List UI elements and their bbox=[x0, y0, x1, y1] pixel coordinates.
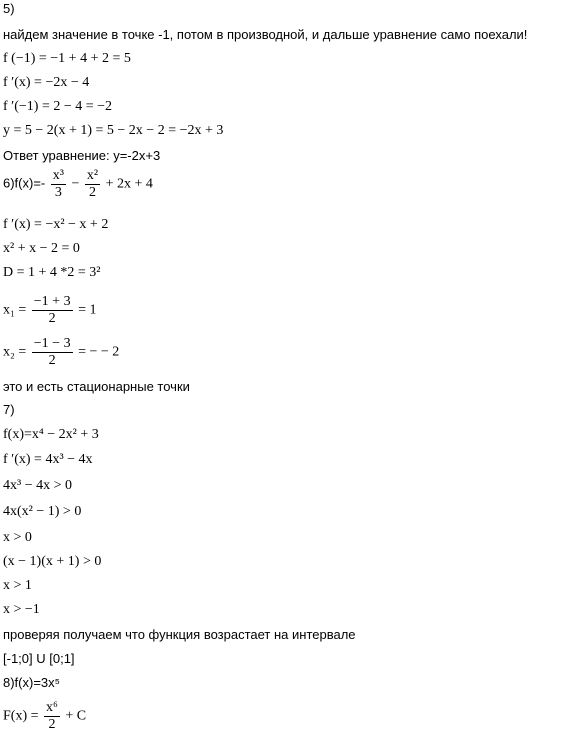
fraction-denominator: 2 bbox=[48, 353, 56, 368]
task-7-label: 7) bbox=[3, 402, 15, 417]
fraction-denominator: 3 bbox=[54, 185, 62, 200]
derivative-line: f ′(x) = −x² − x + 2 bbox=[3, 217, 109, 232]
operator: − bbox=[71, 176, 80, 192]
equation-line: f (−1) = −1 + 4 + 2 = 5 bbox=[3, 51, 131, 66]
answer-line: Ответ уравнение: y=-2x+3 bbox=[3, 148, 161, 163]
task-6-function bbox=[3, 168, 153, 201]
inequality-line: 4x³ − 4x > 0 bbox=[3, 478, 72, 493]
fraction bbox=[51, 168, 66, 201]
task-5-intro: найдем значение в точке -1, потом в производной, и дальше уравнение само поехали! bbox=[3, 27, 528, 42]
quadratic-equation: x² + x − 2 = 0 bbox=[3, 241, 80, 256]
fraction bbox=[44, 700, 60, 733]
interval-answer: [-1;0] U [0;1] bbox=[3, 651, 75, 666]
root-label: x₂ = bbox=[3, 344, 27, 360]
fraction-denominator: 2 bbox=[88, 185, 96, 200]
root-x2-line bbox=[3, 336, 119, 369]
fraction bbox=[32, 336, 73, 369]
task-7-function: f(x)=x⁴ − 2x² + 3 bbox=[3, 427, 99, 442]
conclusion-text: проверяя получаем что функция возрастает на интервале bbox=[3, 627, 356, 642]
inequality-line: x > 0 bbox=[3, 530, 32, 545]
antiderivative-label: F(x) = bbox=[3, 708, 39, 724]
inequality-line: (x − 1)(x + 1) > 0 bbox=[3, 554, 102, 569]
fraction-denominator: 2 bbox=[48, 717, 56, 732]
fraction-denominator: 2 bbox=[48, 311, 56, 326]
tangent-line-equation: y = 5 − 2(x + 1) = 5 − 2x − 2 = −2x + 3 bbox=[3, 123, 224, 138]
derivative-line: f ′(x) = 4x³ − 4x bbox=[3, 452, 93, 467]
inequality-line: x > 1 bbox=[3, 578, 32, 593]
stationary-points-note: это и есть стационарные точки bbox=[3, 379, 190, 394]
fraction-numerator: x³ bbox=[52, 168, 64, 183]
task-5-label: 5) bbox=[3, 1, 15, 16]
inequality-line: x > −1 bbox=[3, 602, 40, 617]
fraction bbox=[85, 168, 100, 201]
fraction-numerator: x² bbox=[86, 168, 99, 183]
fraction-numerator: x⁶ bbox=[46, 700, 58, 715]
derivative-value-line: f ′(−1) = 2 − 4 = −2 bbox=[3, 99, 113, 114]
root-label: x₁ = bbox=[3, 302, 27, 318]
inequality-line: 4x(x² − 1) > 0 bbox=[3, 504, 82, 519]
function-tail: + 2x + 4 bbox=[105, 176, 153, 192]
discriminant-line: D = 1 + 4 *2 = 3² bbox=[3, 265, 101, 280]
root-value: = − − 2 bbox=[78, 344, 120, 360]
root-x1-line bbox=[3, 294, 96, 327]
derivative-line: f ′(x) = −2x − 4 bbox=[3, 75, 90, 90]
fraction-numerator: −1 − 3 bbox=[33, 336, 71, 351]
root-value: = 1 bbox=[78, 302, 97, 318]
fraction-numerator: −1 + 3 bbox=[33, 294, 71, 309]
fraction bbox=[32, 294, 73, 327]
task-8-function: 8)f(x)=3x⁵ bbox=[3, 675, 61, 690]
antiderivative-tail: + C bbox=[65, 708, 87, 724]
antiderivative-line bbox=[3, 700, 86, 733]
task-6-prefix: 6)f(x)=- bbox=[3, 175, 46, 191]
